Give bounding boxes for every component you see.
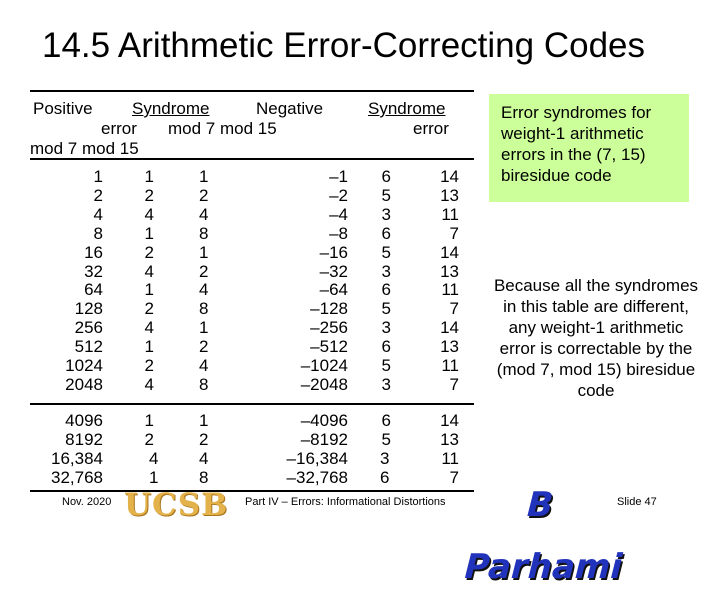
cell-neg-mod15: 13 xyxy=(440,337,459,357)
cell-neg-mod7: 5 xyxy=(381,356,391,375)
cell-negative-error: –1 xyxy=(329,167,348,186)
cell-positive-error: 1024 xyxy=(65,356,103,375)
cell-neg-mod7: 3 xyxy=(381,374,391,394)
cell-positive-error: 16 xyxy=(84,242,103,262)
header-positive: Positive xyxy=(33,99,93,118)
cell-pos-mod7: 1 xyxy=(144,337,154,357)
cell-pos-mod15: 1 xyxy=(199,167,209,186)
cell-positive-error: 4 xyxy=(93,204,103,224)
cell-positive-error: 2 xyxy=(93,185,103,205)
cell-pos-mod7: 4 xyxy=(144,261,154,281)
cell-pos-mod15: 1 xyxy=(199,411,209,430)
cell-negative-error: –2 xyxy=(329,185,348,205)
cell-negative-error: –16 xyxy=(319,242,348,262)
cell-negative-error: –8 xyxy=(329,223,348,243)
cell-pos-mod15: 2 xyxy=(199,261,209,281)
cell-negative-error: –64 xyxy=(319,280,348,300)
cell-neg-mod7: 6 xyxy=(381,223,391,243)
cell-neg-mod15: 7 xyxy=(449,467,459,487)
cell-negative-error: –32 xyxy=(319,261,348,281)
cell-pos-mod7: 1 xyxy=(144,223,154,243)
cell-neg-mod15: 11 xyxy=(441,356,459,375)
cell-pos-mod7: 4 xyxy=(149,448,159,468)
header-negative-error: error xyxy=(413,119,449,138)
header-syndrome-neg: Syndrome xyxy=(368,99,446,118)
footer-date: Nov. 2020 xyxy=(62,496,112,508)
parhami-logo: B Parhami xyxy=(459,485,628,587)
cell-neg-mod15: 13 xyxy=(440,261,459,281)
header-positive-error: error xyxy=(101,119,137,138)
cell-pos-mod7: 1 xyxy=(149,467,159,487)
cell-neg-mod7: 3 xyxy=(381,261,391,281)
cell-positive-error: 256 xyxy=(74,318,103,338)
cell-pos-mod15: 4 xyxy=(199,204,209,224)
cell-neg-mod7: 3 xyxy=(380,448,390,468)
header-bottom-rule xyxy=(30,158,474,160)
cell-pos-mod15: 2 xyxy=(199,337,209,357)
cell-pos-mod15: 8 xyxy=(199,223,209,243)
cell-pos-mod7: 4 xyxy=(144,374,154,394)
cell-positive-error: 1 xyxy=(93,167,103,186)
cell-neg-mod7: 3 xyxy=(381,204,391,224)
cell-negative-error: –4096 xyxy=(300,411,348,430)
cell-neg-mod15: 11 xyxy=(441,448,459,468)
cell-pos-mod15: 1 xyxy=(199,242,209,262)
cell-negative-error: –256 xyxy=(310,318,348,338)
cell-pos-mod7: 1 xyxy=(144,411,154,430)
cell-neg-mod7: 5 xyxy=(381,429,391,449)
cell-neg-mod7: 6 xyxy=(381,337,391,357)
header-syndrome-pos-mods: mod 7 mod 15 xyxy=(30,139,139,158)
cell-positive-error: 64 xyxy=(84,280,103,300)
note-box: Error syndromes for weight-1 arithmetic errors in the (7, 15) biresidue code xyxy=(489,94,689,202)
cell-neg-mod15: 11 xyxy=(441,204,459,224)
cell-pos-mod15: 2 xyxy=(199,429,209,449)
cell-positive-error: 8192 xyxy=(65,429,103,449)
cell-neg-mod15: 13 xyxy=(440,429,459,449)
cell-neg-mod7: 6 xyxy=(380,467,390,487)
header-syndrome-neg-mods: mod 7 mod 15 xyxy=(168,119,277,138)
cell-neg-mod15: 13 xyxy=(440,185,459,205)
cell-negative-error: –4 xyxy=(329,204,348,224)
cell-negative-error: –16,384 xyxy=(286,448,348,468)
table-top-rule xyxy=(30,90,474,92)
cell-pos-mod7: 2 xyxy=(144,242,154,262)
side-explanation: Because all the syndromes in this table are different, any weight-1 arithmetic error is correctable by the (mod 7, mod 15) biresidue code xyxy=(493,276,699,400)
cell-neg-mod15: 7 xyxy=(449,374,459,394)
cell-negative-error: –2048 xyxy=(300,374,348,394)
cell-negative-error: –512 xyxy=(310,337,348,357)
cell-pos-mod7: 1 xyxy=(144,167,154,186)
cell-neg-mod15: 11 xyxy=(441,280,459,300)
cell-positive-error: 16,384 xyxy=(51,448,103,468)
cell-neg-mod15: 7 xyxy=(449,223,459,243)
cell-positive-error: 2048 xyxy=(65,374,103,394)
cell-pos-mod15: 4 xyxy=(199,356,209,375)
cell-negative-error: –32,768 xyxy=(286,467,348,487)
cell-positive-error: 512 xyxy=(74,337,103,357)
cell-positive-error: 4096 xyxy=(65,411,103,430)
cell-negative-error: –8192 xyxy=(300,429,348,449)
cell-neg-mod15: 7 xyxy=(449,299,459,319)
cell-neg-mod15: 14 xyxy=(440,411,459,430)
cell-pos-mod15: 4 xyxy=(199,280,209,300)
header-negative: Negative xyxy=(256,99,324,118)
cell-neg-mod7: 6 xyxy=(381,411,391,430)
slide-title: 14.5 Arithmetic Error-Correcting Codes xyxy=(42,26,645,65)
cell-neg-mod7: 5 xyxy=(381,242,391,262)
cell-positive-error: 128 xyxy=(74,299,103,319)
cell-negative-error: –128 xyxy=(310,299,348,319)
footer-title: Part IV – Errors: Informational Distortions xyxy=(245,496,446,508)
group-separator-rule xyxy=(30,403,474,405)
cell-positive-error: 8 xyxy=(93,223,103,243)
cell-pos-mod7: 4 xyxy=(144,204,154,224)
cell-pos-mod7: 2 xyxy=(144,356,154,375)
cell-positive-error: 32 xyxy=(84,261,103,281)
cell-pos-mod15: 8 xyxy=(199,374,209,394)
header-syndrome-pos: Syndrome xyxy=(132,99,210,118)
cell-pos-mod7: 2 xyxy=(144,185,154,205)
cell-pos-mod15: 4 xyxy=(199,448,209,468)
cell-neg-mod7: 5 xyxy=(381,299,391,319)
cell-pos-mod15: 8 xyxy=(199,299,209,319)
table-bottom-rule xyxy=(30,490,474,492)
cell-negative-error: –1024 xyxy=(300,356,348,375)
cell-neg-mod7: 3 xyxy=(381,318,391,338)
cell-neg-mod15: 14 xyxy=(440,318,459,338)
cell-neg-mod7: 5 xyxy=(381,185,391,205)
cell-neg-mod15: 14 xyxy=(440,167,459,186)
cell-pos-mod15: 1 xyxy=(199,318,209,338)
cell-pos-mod7: 2 xyxy=(144,299,154,319)
cell-neg-mod7: 6 xyxy=(381,167,391,186)
cell-pos-mod15: 8 xyxy=(199,467,209,487)
cell-neg-mod15: 14 xyxy=(440,242,459,262)
ucsb-logo: UCSB xyxy=(124,487,229,523)
cell-pos-mod15: 2 xyxy=(199,185,209,205)
cell-positive-error: 32,768 xyxy=(51,467,103,487)
cell-pos-mod7: 2 xyxy=(144,429,154,449)
cell-pos-mod7: 1 xyxy=(144,280,154,300)
cell-neg-mod7: 6 xyxy=(381,280,391,300)
slide-number: Slide 47 xyxy=(617,496,657,508)
cell-pos-mod7: 4 xyxy=(144,318,154,338)
